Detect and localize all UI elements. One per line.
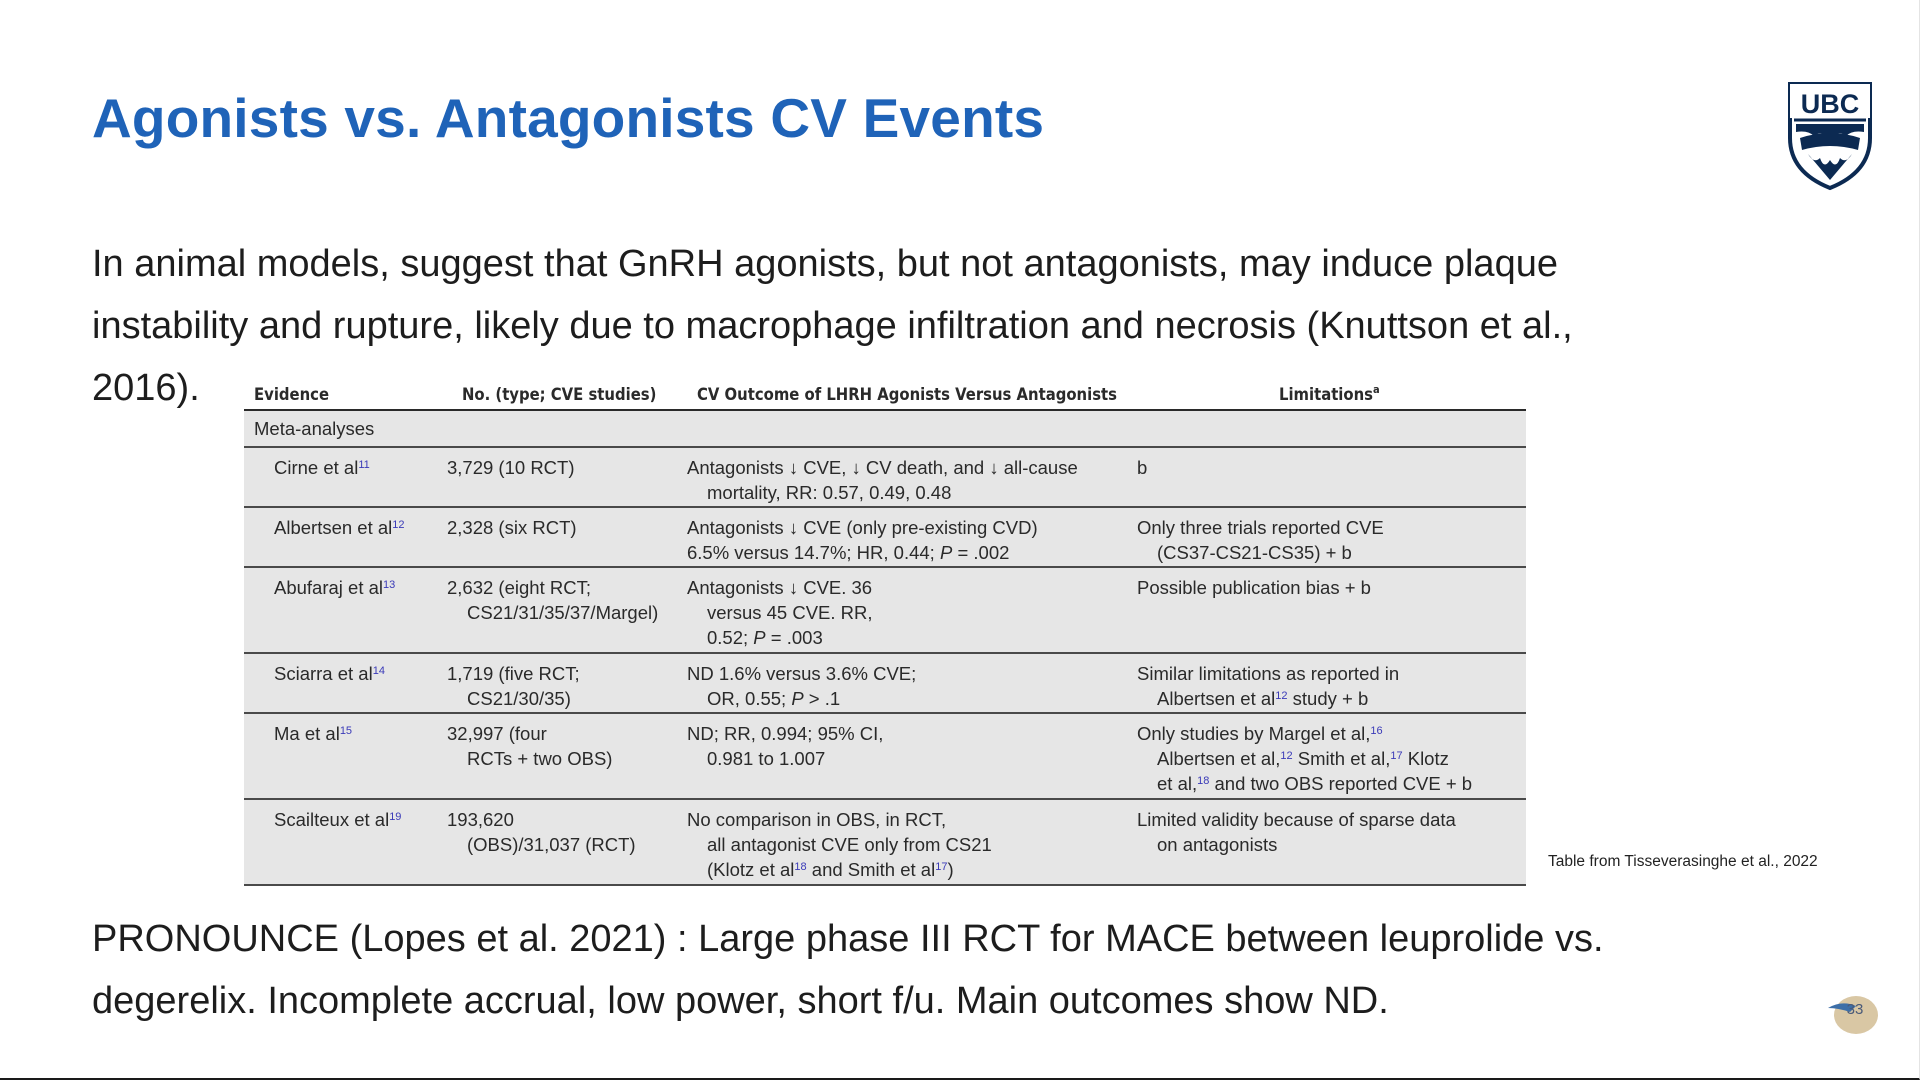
intro-line: In animal models, suggest that GnRH agonists, but not antagonists, may induce plaque <box>92 243 1558 285</box>
number-cell <box>447 807 636 857</box>
study-name: Ma et al <box>274 723 340 744</box>
limitations-line: Only three trials reported CVE <box>1137 517 1384 538</box>
outcome-text: and Smith et al <box>806 859 936 880</box>
header-number: No. (type; CVE studies) <box>462 385 657 404</box>
limitations-cell <box>1137 807 1456 857</box>
limitations-text: Albertsen et al, <box>1157 748 1281 769</box>
table-caption: Table from Tisseverasinghe et al., 2022 <box>1548 853 1818 870</box>
citation-ref: 12 <box>1280 750 1293 762</box>
header-limitations-sup: a <box>1373 383 1380 396</box>
ubc-logo <box>1786 80 1874 192</box>
number-line: RCTs + two OBS) <box>467 748 613 769</box>
limitations-text: Albertsen et al <box>1157 688 1276 709</box>
limitations-text: Klotz <box>1402 748 1449 769</box>
citation-ref: 12 <box>392 519 405 531</box>
outcome-line: Antagonists ↓ CVE. 36 <box>687 577 873 598</box>
citation-ref: 14 <box>372 665 385 677</box>
outcome-line: ND; RR, 0.994; 95% CI, <box>687 723 884 744</box>
limitations-cell <box>1137 575 1371 600</box>
limitations-text: and two OBS reported CVE + b <box>1209 773 1473 794</box>
outcome-cell <box>687 721 883 771</box>
outcome-cell <box>687 515 1038 565</box>
number-cell <box>447 575 658 625</box>
outcome-line: ND 1.6% versus 3.6% CVE; <box>687 663 917 684</box>
limitations-line <box>1137 721 1472 746</box>
outcome-text: = .003 <box>765 627 823 648</box>
citation-ref: 15 <box>339 725 353 737</box>
citation-ref: 19 <box>389 811 402 823</box>
limitations-line: Limited validity because of sparse data <box>1137 809 1456 830</box>
header-limitations-label: Limitations <box>1279 385 1373 404</box>
outcome-line: Antagonists ↓ CVE, ↓ CV death, and ↓ all-cause <box>687 457 1078 478</box>
number-line: 32,997 (four <box>447 723 547 744</box>
citation-ref: 17 <box>1390 750 1403 762</box>
number-line: CS21/30/35) <box>467 688 571 709</box>
number-line: 193,620 <box>447 809 514 830</box>
page-number-badge <box>1826 990 1880 1036</box>
outcome-line: 0.981 to 1.007 <box>707 748 826 769</box>
header-outcome: CV Outcome of LHRH Agonists Versus Antagonists <box>697 385 1117 404</box>
outcome-line <box>687 625 873 650</box>
outcome-line <box>687 857 992 882</box>
limitations-line: b <box>1137 457 1148 478</box>
section-meta-analyses <box>244 411 1526 448</box>
citation-ref: 12 <box>1275 690 1288 702</box>
study-cell <box>274 661 385 686</box>
outcome-cell <box>687 575 873 650</box>
study-cell <box>274 721 352 746</box>
limitations-line: Possible publication bias + b <box>1137 577 1371 598</box>
table-row <box>244 800 1526 886</box>
outcome-line: versus 45 CVE. RR, <box>707 602 873 623</box>
limitations-cell <box>1137 515 1384 565</box>
study-name: Abufaraj et al <box>274 577 384 598</box>
outcome-line <box>687 540 1038 565</box>
header-limitations <box>1279 385 1380 404</box>
outcome-text: = .002 <box>952 542 1010 563</box>
outcome-line: No comparison in OBS, in RCT, <box>687 809 947 830</box>
citation-ref: 11 <box>358 459 370 471</box>
number-cell <box>447 661 580 711</box>
ubc-logo-text: UBC <box>1800 89 1860 119</box>
citation-ref: 18 <box>794 861 807 873</box>
outcome-text: 6.5% versus 14.7%; HR, 0.44; <box>687 542 940 563</box>
limitations-cell <box>1137 661 1399 711</box>
number-cell <box>447 721 612 771</box>
table-row <box>244 448 1526 508</box>
outcome-text: OR, 0.55; <box>707 688 792 709</box>
evidence-table <box>244 378 1526 886</box>
limitations-line <box>1137 686 1399 711</box>
outcome-text: ) <box>947 859 954 880</box>
study-name: Cirne et al <box>274 457 359 478</box>
study-name: Sciarra et al <box>274 663 373 684</box>
study-name: Scailteux et al <box>274 809 390 830</box>
closing-line: PRONOUNCE (Lopes et al. 2021) : Large phase III RCT for MACE between leuprolide vs. <box>92 918 1604 960</box>
limitations-text: Smith et al, <box>1292 748 1391 769</box>
limitations-line: (CS37-CS21-CS35) + b <box>1157 542 1352 563</box>
number-cell <box>447 455 575 480</box>
outcome-text: > .1 <box>803 688 841 709</box>
study-cell <box>274 515 405 540</box>
number-line: 1,719 (five RCT; <box>447 663 580 684</box>
citation-ref: 18 <box>1197 775 1210 787</box>
limitations-text: study + b <box>1287 688 1369 709</box>
limitations-text: Only studies by Margel et al, <box>1137 723 1371 744</box>
table-row <box>244 654 1526 714</box>
citation-ref: 16 <box>1370 725 1383 737</box>
number-line: (OBS)/31,037 (RCT) <box>467 834 636 855</box>
closing-line: degerelix. Incomplete accrual, low power, short f/u. Main outcomes show ND. <box>92 980 1389 1022</box>
table-row <box>244 568 1526 654</box>
outcome-cell <box>687 661 916 711</box>
table-row <box>244 714 1526 800</box>
limitations-cell <box>1137 455 1147 480</box>
table-header-row <box>244 378 1526 411</box>
outcome-line: all antagonist CVE only from CS21 <box>707 834 992 855</box>
outcome-text: (Klotz et al <box>707 859 795 880</box>
p-symbol: P <box>939 542 953 563</box>
slide-title: Agonists vs. Antagonists CV Events <box>92 87 1045 149</box>
page-number: 33 <box>1846 1001 1864 1018</box>
table-row <box>244 508 1526 568</box>
outcome-line: mortality, RR: 0.57, 0.49, 0.48 <box>707 482 952 503</box>
limitations-text: et al, <box>1157 773 1198 794</box>
number-cell <box>447 515 577 540</box>
study-cell <box>274 575 395 600</box>
outcome-cell <box>687 455 1078 505</box>
limitations-line <box>1137 746 1472 771</box>
p-symbol: P <box>791 688 804 709</box>
number-line: 3,729 (10 RCT) <box>447 457 575 478</box>
study-name: Albertsen et al <box>274 517 393 538</box>
intro-line: 2016). <box>92 367 200 409</box>
outcome-line: Antagonists ↓ CVE (only pre-existing CVD) <box>687 517 1038 538</box>
p-symbol: P <box>753 627 766 648</box>
study-cell <box>274 455 370 480</box>
limitations-line <box>1137 771 1472 796</box>
intro-line: instability and rupture, likely due to macrophage infiltration and necrosis (Knuttson et al., <box>92 305 1573 347</box>
outcome-line <box>687 686 916 711</box>
number-line: CS21/31/35/37/Margel) <box>467 602 659 623</box>
header-evidence: Evidence <box>254 385 330 404</box>
study-cell <box>274 807 401 832</box>
number-line: 2,328 (six RCT) <box>447 517 577 538</box>
number-line: 2,632 (eight RCT; <box>447 577 591 598</box>
outcome-text: 0.52; <box>707 627 754 648</box>
limitations-line: Similar limitations as reported in <box>1137 663 1400 684</box>
limitations-cell <box>1137 721 1472 796</box>
closing-paragraph <box>92 908 1604 1032</box>
citation-ref: 17 <box>935 861 948 873</box>
section-label: Meta-analyses <box>254 418 375 439</box>
citation-ref: 13 <box>383 579 396 591</box>
outcome-cell <box>687 807 992 882</box>
limitations-line: on antagonists <box>1157 834 1278 855</box>
